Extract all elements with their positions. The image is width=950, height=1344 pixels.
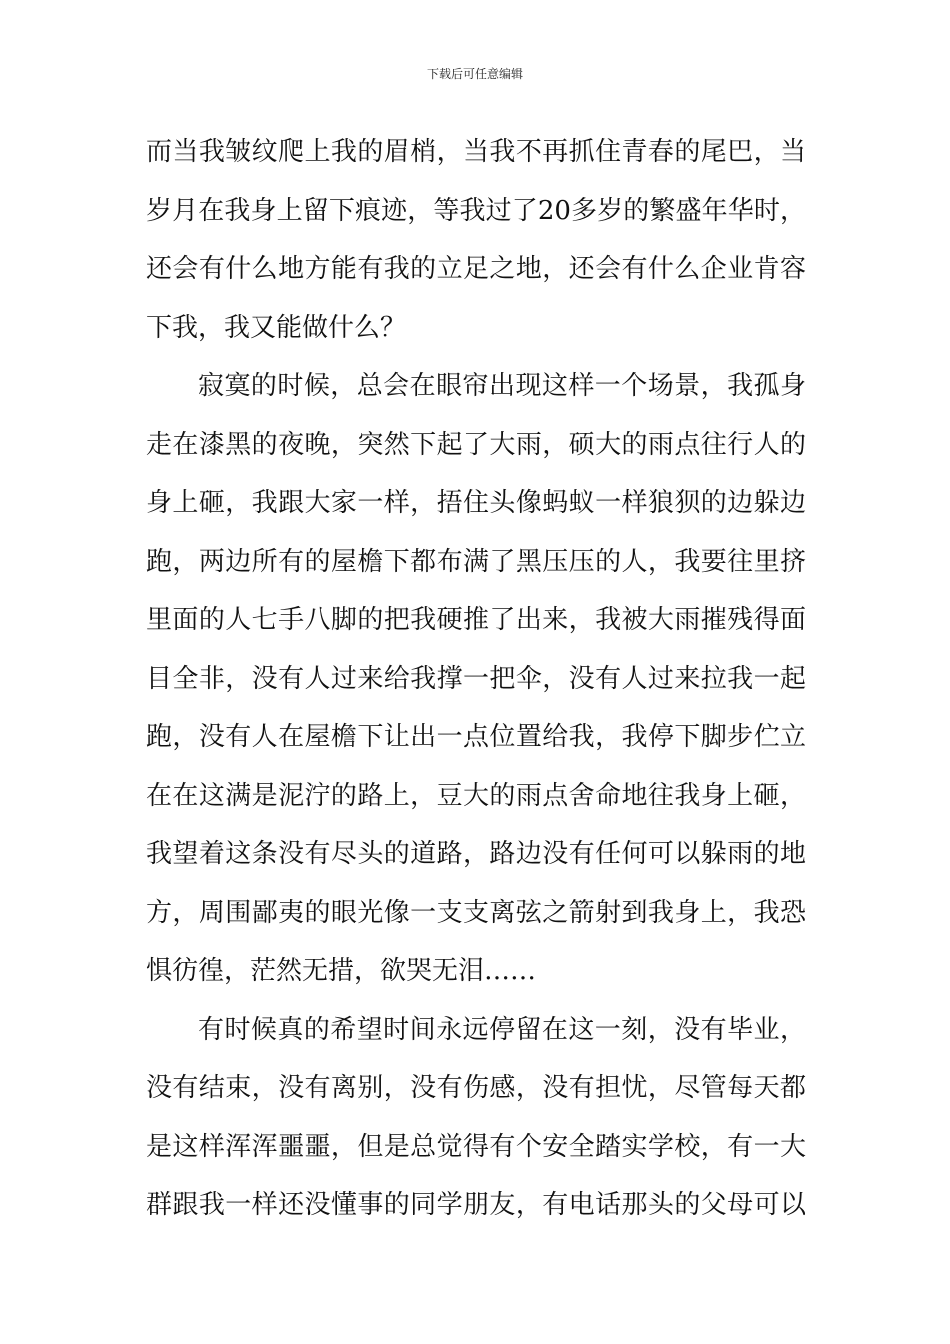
text-line: 目全非，没有人过来给我撑一把伞，没有人过来拉我一起 — [146, 663, 806, 694]
text-line: 在在这满是泥泞的路上，豆大的雨点舍命地往我身上砸， — [146, 780, 806, 811]
paragraph-3 — [146, 1001, 806, 1235]
text-line: 下我，我又能做什么？ — [146, 312, 407, 343]
text-line: 是这样浑浑噩噩，但是总觉得有个安全踏实学校，有一大 — [146, 1131, 806, 1162]
paragraph-2 — [146, 357, 806, 1001]
text-line: 岁月在我身上留下痕迹，等我过了20多岁的繁盛年华时， — [146, 195, 806, 226]
text-line: 而当我皱纹爬上我的眉梢，当我不再抓住青春的尾巴，当 — [146, 137, 806, 167]
text-line: 寂寞的时候，总会在眼帘出现这样一个场景，我孤身 — [198, 371, 806, 401]
text-line: 有时候真的希望时间永远停留在这一刻，没有毕业， — [198, 1014, 806, 1045]
text-line: 身上砸，我跟大家一样，捂住头像蚂蚁一样狼狈的边躲边 — [146, 488, 806, 518]
text-line: 跑，两边所有的屋檐下都布满了黑压压的人，我要往里挤 — [146, 546, 806, 577]
text-line: 里面的人七手八脚的把我硬推了出来，我被大雨摧残得面 — [146, 605, 806, 635]
text-line: 走在漆黑的夜晚，突然下起了大雨，硕大的雨点往行人的 — [146, 429, 806, 460]
page-header: 下载后可任意编辑 — [426, 67, 523, 81]
text-line: 跑，没有人在屋檐下让出一点位置给我，我停下脚步伫立 — [146, 722, 806, 752]
text-line: 惧彷徨，茫然无措，欲哭无泪…… — [146, 956, 537, 986]
document-body — [146, 123, 806, 1235]
paragraph-1 — [146, 123, 806, 357]
text-line: 还会有什么地方能有我的立足之地，还会有什么企业肯容 — [146, 254, 806, 284]
text-line: 群跟我一样还没懂事的同学朋友，有电话那头的父母可以 — [146, 1190, 806, 1220]
text-line: 没有结束，没有离别，没有伤感，没有担忧，尽管每天都 — [146, 1073, 806, 1103]
text-line: 我望着这条没有尽头的道路，路边没有任何可以躲雨的地 — [146, 839, 806, 869]
text-line: 方，周围鄙夷的眼光像一支支离弦之箭射到我身上，我恐 — [146, 897, 806, 928]
